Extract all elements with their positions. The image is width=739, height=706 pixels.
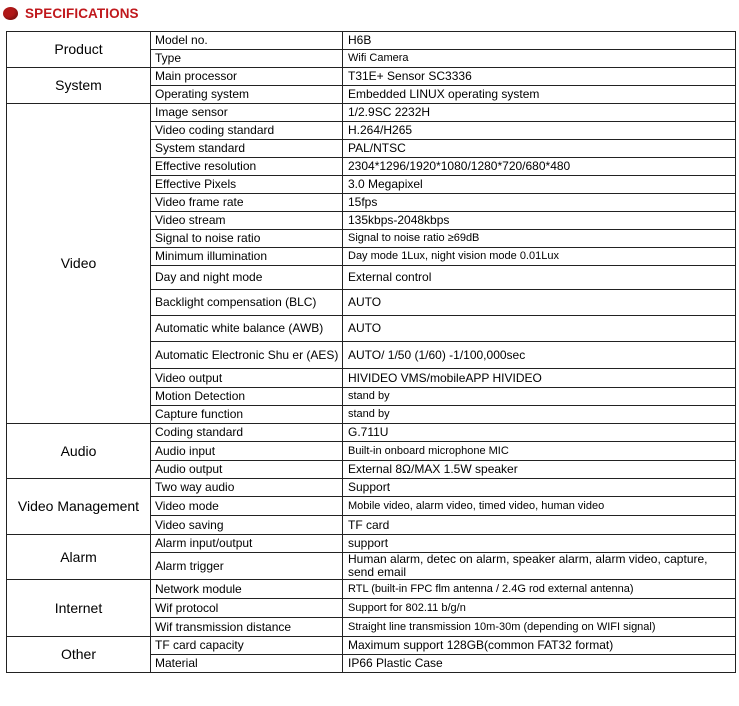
parameter-cell: Effective Pixels [151,176,343,194]
spec-row [7,32,736,50]
spec-row [7,104,736,122]
spec-row [7,68,736,86]
parameter-cell: Capture function [151,406,343,424]
parameter-cell: Signal to noise ratio [151,230,343,248]
parameter-cell: Audio input [151,442,343,461]
value-cell: External 8Ω/MAX 1.5W speaker [343,461,736,479]
parameter-cell: Audio output [151,461,343,479]
value-cell: HIVIDEO VMS/mobileAPP HIVIDEO [343,369,736,388]
spec-row [7,637,736,655]
parameter-cell: Network module [151,580,343,599]
spec-row [7,535,736,553]
parameter-cell: Wif protocol [151,599,343,618]
value-cell: H6B [343,32,736,50]
parameter-cell: Two way audio [151,479,343,497]
parameter-cell: Video saving [151,516,343,535]
parameter-cell: Alarm trigger [151,553,343,580]
parameter-cell: Video output [151,369,343,388]
parameter-cell: Minimum illumination [151,248,343,266]
value-cell: stand by [343,388,736,406]
parameter-cell: Video stream [151,212,343,230]
value-cell: T31E+ Sensor SC3336 [343,68,736,86]
parameter-cell: Backlight compensation (BLC) [151,290,343,316]
parameter-cell: Type [151,50,343,68]
parameter-cell: Motion Detection [151,388,343,406]
value-cell: support [343,535,736,553]
value-cell: AUTO [343,290,736,316]
value-cell: Signal to noise ratio ≥69dB [343,230,736,248]
specifications-table [6,31,736,673]
category-cell: Video Management [7,479,151,535]
category-cell: Other [7,637,151,673]
value-cell: 1/2.9SC 2232H [343,104,736,122]
parameter-cell: Image sensor [151,104,343,122]
value-cell: Embedded LINUX operating system [343,86,736,104]
value-cell: PAL/NTSC [343,140,736,158]
value-cell: Human alarm, detec on alarm, speaker alarm, alarm video, capture, send email [343,553,736,580]
category-cell: Audio [7,424,151,479]
value-cell: Mobile video, alarm video, timed video, human video [343,497,736,516]
parameter-cell: Day and night mode [151,266,343,290]
parameter-cell: Model no. [151,32,343,50]
value-cell: TF card [343,516,736,535]
page-title: SPECIFICATIONS [25,5,139,21]
value-cell: AUTO/ 1/50 (1/60) -1/100,000sec [343,342,736,369]
value-cell: 15fps [343,194,736,212]
parameter-cell: System standard [151,140,343,158]
value-cell: AUTO [343,316,736,342]
category-cell: Video [7,104,151,424]
value-cell: Straight line transmission 10m-30m (depending on WIFI signal) [343,618,736,637]
value-cell: External control [343,266,736,290]
parameter-cell: Main processor [151,68,343,86]
parameter-cell: TF card capacity [151,637,343,655]
specifications-header [3,2,139,24]
parameter-cell: Automatic white balance (AWB) [151,316,343,342]
parameter-cell: Coding standard [151,424,343,442]
value-cell: stand by [343,406,736,424]
parameter-cell: Material [151,655,343,673]
category-cell: Internet [7,580,151,637]
value-cell: Maximum support 128GB(common FAT32 format) [343,637,736,655]
value-cell: Built-in onboard microphone MIC [343,442,736,461]
parameter-cell: Video coding standard [151,122,343,140]
spec-row [7,424,736,442]
parameter-cell: Wif transmission distance [151,618,343,637]
parameter-cell: Video mode [151,497,343,516]
category-cell: Alarm [7,535,151,580]
value-cell: 135kbps-2048kbps [343,212,736,230]
value-cell: Wifi Camera [343,50,736,68]
value-cell: G.711U [343,424,736,442]
parameter-cell: Automatic Electronic Shu er (AES) [151,342,343,369]
parameter-cell: Operating system [151,86,343,104]
value-cell: 3.0 Megapixel [343,176,736,194]
value-cell: Support for 802.11 b/g/n [343,599,736,618]
spec-row [7,580,736,599]
value-cell: RTL (built-in FPC flm antenna / 2.4G rod external antenna) [343,580,736,599]
value-cell: H.264/H265 [343,122,736,140]
value-cell: 2304*1296/1920*1080/1280*720/680*480 [343,158,736,176]
category-cell: Product [7,32,151,68]
parameter-cell: Effective resolution [151,158,343,176]
category-cell: System [7,68,151,104]
value-cell: Day mode 1Lux, night vision mode 0.01Lux [343,248,736,266]
red-bullet-icon [3,7,18,20]
parameter-cell: Alarm input/output [151,535,343,553]
value-cell: Support [343,479,736,497]
parameter-cell: Video frame rate [151,194,343,212]
value-cell: IP66 Plastic Case [343,655,736,673]
spec-row [7,479,736,497]
